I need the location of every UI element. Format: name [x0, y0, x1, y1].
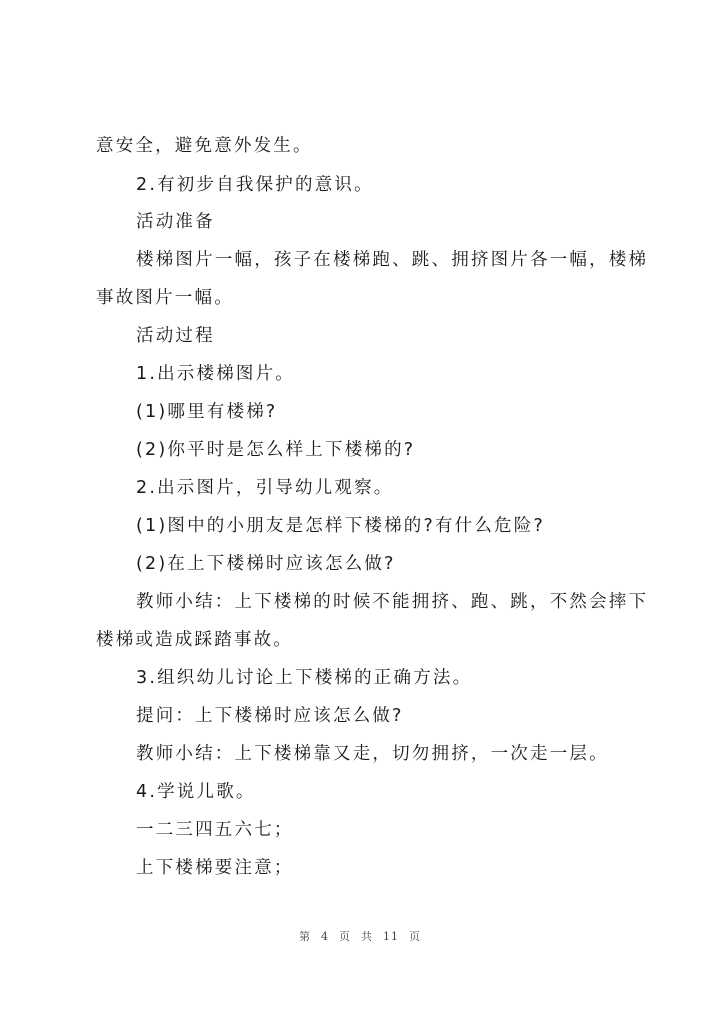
- paragraph-line: 楼梯图片一幅，孩子在楼梯跑、跳、拥挤图片各一幅，楼梯: [136, 250, 649, 270]
- paragraph-line: 楼梯或造成踩踏事故。: [96, 630, 293, 650]
- total-pages: 11: [383, 930, 399, 943]
- total-label: 共: [361, 930, 373, 943]
- paragraph-line: (2)你平时是怎么样上下楼梯的?: [136, 440, 416, 460]
- paragraph-line: 4.学说儿歌。: [136, 782, 256, 802]
- paragraph-line: 1.出示楼梯图片。: [136, 364, 295, 384]
- paragraph-line: 教师小结：上下楼梯的时候不能拥挤、跑、跳，不然会摔下: [136, 592, 649, 612]
- page-unit: 页: [339, 930, 351, 943]
- paragraph-line: 教师小结：上下楼梯靠又走，切勿拥挤，一次走一层。: [136, 744, 609, 764]
- paragraph-line: (1)图中的小朋友是怎样下楼梯的?有什么危险?: [136, 516, 545, 536]
- total-unit: 页: [409, 930, 421, 943]
- paragraph-line: 2.有初步自我保护的意识。: [136, 175, 374, 195]
- page-number: 4: [321, 930, 329, 943]
- section-heading: 活动准备: [136, 212, 215, 232]
- paragraph-line: 一二三四五六七；: [136, 820, 294, 840]
- paragraph-line: (1)哪里有楼梯?: [136, 402, 278, 422]
- page-footer: [0, 928, 720, 944]
- page-label: 第: [299, 930, 311, 943]
- paragraph-line: 事故图片一幅。: [96, 288, 234, 308]
- paragraph-line: 意安全，避免意外发生。: [96, 136, 313, 156]
- paragraph-line: 提问：上下楼梯时应该怎么做?: [136, 706, 404, 726]
- paragraph-line: 上下楼梯要注意；: [136, 858, 294, 878]
- paragraph-line: 3.组织幼儿讨论上下楼梯的正确方法。: [136, 668, 473, 688]
- paragraph-line: 2.出示图片，引导幼儿观察。: [136, 478, 394, 498]
- section-heading: 活动过程: [136, 326, 215, 346]
- paragraph-line: (2)在上下楼梯时应该怎么做?: [136, 554, 396, 574]
